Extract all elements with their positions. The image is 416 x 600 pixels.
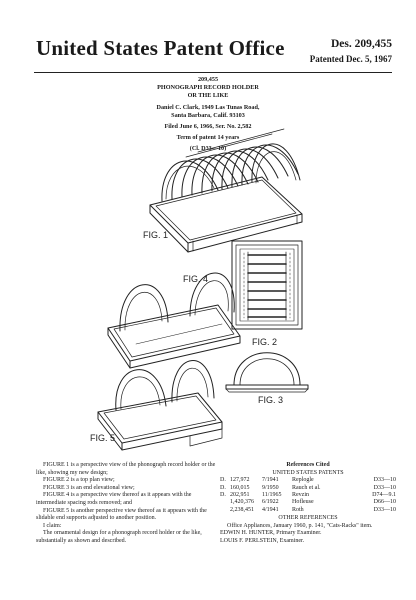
class-line: (Cl. D33—10) [189,145,227,153]
reference-cell: Roth [292,506,304,513]
desc-fig-1: FIGURE 1 is a perspective view of the phonograph record holder or the like, showing my new design; [36,462,216,476]
fig-5-label: FIG. 5 [90,433,116,443]
reference-cell: 202,951 [230,492,250,498]
reference-cell: D33—10 [373,484,396,491]
desc-fig-3: FIGURE 3 is an end elevational view; [43,484,135,491]
reference-row [220,485,396,492]
figure-1-drawing [150,129,302,252]
other-references-text: Office Appliances, January 1960, p. 141, "Cats-Racks" item. [227,522,373,529]
claim-text: The ornamental design for a phonograph record holder or the like, substantially as shown and described. [36,530,202,544]
examiner: LOUIS F. PERLSTEIN, Examiner. [220,538,305,544]
term-line: Term of patent 14 years [176,134,240,142]
filed-line: Filed June 6, 1966, Ser. No. 2,582 [164,123,252,131]
other-references-title: OTHER REFERENCES [278,515,338,522]
fig-2-label: FIG. 2 [252,337,278,347]
reference-cell: Replogle [292,477,314,484]
figure-2-drawing [232,241,302,329]
reference-cell: D. [220,484,226,491]
reference-cell: 11/1965 [262,492,282,498]
reference-cell [220,499,230,506]
primary-examiner: EDWIN H. HUNTER, Primary Examiner. [220,530,322,537]
office-title: United States Patent Office [36,36,285,60]
reference-cell: 6/1922 [262,499,279,506]
claim-label: I claim: [43,522,62,529]
figure-descriptions [36,462,216,546]
reference-row [220,499,396,506]
desc-fig-4: FIGURE 4 is a perspective view thereof as it appears with the intermediate spacing rods removed; and [36,492,192,506]
reference-cell: 160,015 [230,484,250,491]
desc-fig-5: FIGURE 5 is another perspective view thereof as it appears with the slidable end supports adjusted to another position. [36,507,207,522]
reference-cell: D33—10 [373,477,396,484]
reference-cell: Revzin [292,492,309,498]
fig-4-label: FIG. 4 [183,274,209,284]
references-subtitle: UNITED STATES PATENTS [272,469,344,476]
references-title: References Cited [286,462,330,468]
reference-cell: 1,420,376 [230,499,254,506]
reference-cell: D33—10 [373,506,396,513]
patent-number: 209,455 [197,76,219,83]
inventor-line-2: Santa Barbara, Calif. 93103 [171,111,245,119]
patented-date: Patented Dec. 5, 1967 [309,54,392,64]
fig-3-label: FIG. 3 [258,395,284,405]
figure-4-drawing [108,273,240,368]
reference-cell: 4/1941 [262,506,279,513]
reference-cell: D. [220,477,226,484]
reference-cell: D. [220,492,226,498]
reference-cell: Hofleuse [292,499,314,506]
inventor-line-1: Daniel C. Clark, 1949 Las Tunas Road, [156,103,260,111]
reference-cell: 9/1950 [262,484,279,491]
figure-3-drawing [226,353,308,392]
reference-row [220,507,396,514]
reference-cell: 7/1941 [262,477,279,484]
reference-row [220,477,396,484]
fig-1-label: FIG. 1 [143,230,169,240]
references-cited [220,462,396,546]
reference-cell: 2,238,451 [230,506,254,513]
reference-cell: Rauch et al. [292,484,321,491]
reference-cell: 127,972 [230,477,250,484]
reference-cell: D66—10 [373,499,396,506]
references-table [220,477,396,514]
design-number: Des. 209,455 [330,38,392,50]
title-line-1: PHONOGRAPH RECORD HOLDER [157,84,259,92]
figure-5-drawing [98,361,222,450]
title-line-2: OR THE LIKE [187,92,229,100]
desc-fig-2: FIGURE 2 is a top plan view; [43,477,115,484]
reference-cell [220,507,230,514]
reference-cell: D74—9.1 [372,492,396,498]
